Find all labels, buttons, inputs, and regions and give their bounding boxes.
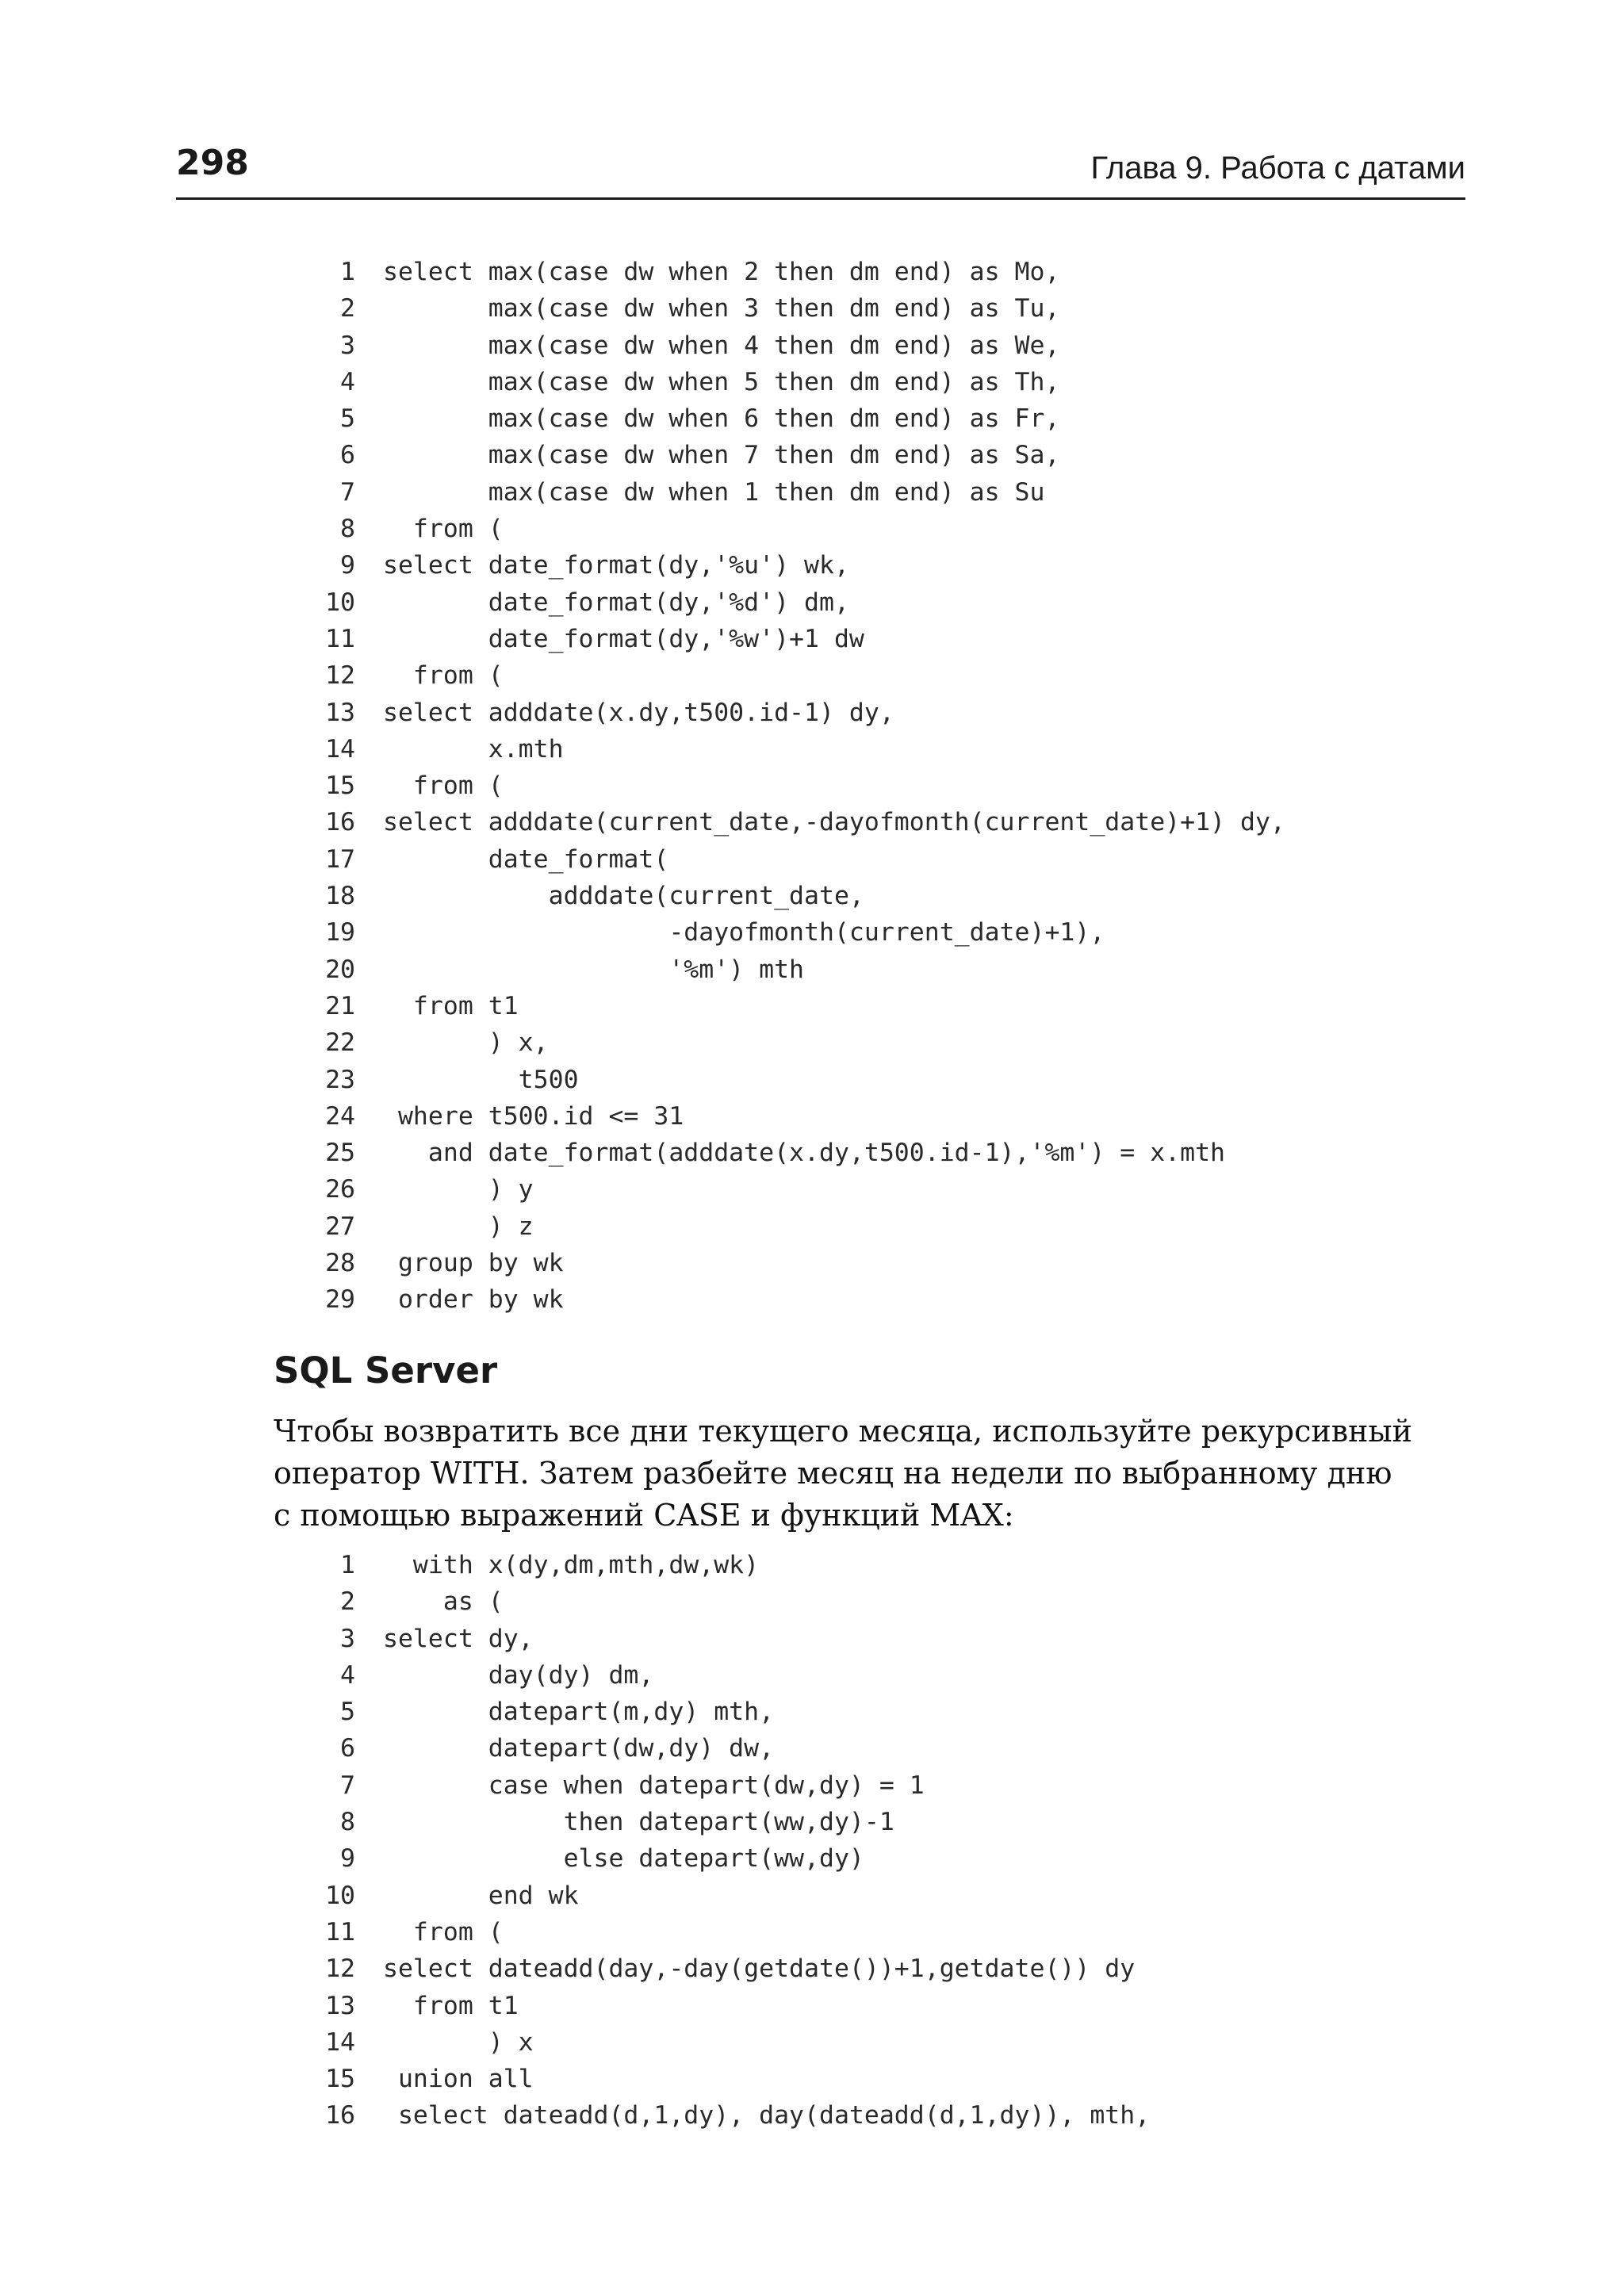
code-text: order by wk bbox=[383, 1285, 564, 1315]
code-line bbox=[301, 1024, 1491, 1061]
code-line bbox=[301, 2024, 1491, 2061]
line-number: 13 bbox=[325, 1991, 355, 2020]
line-number: 26 bbox=[325, 1175, 355, 1204]
line-number: 12 bbox=[325, 1954, 355, 1984]
code-line bbox=[301, 1767, 1491, 1804]
code-line bbox=[301, 731, 1491, 768]
code-text: and date_format(adddate(x.dy,t500.id-1),'%m') = x.mth bbox=[383, 1139, 1226, 1168]
code-text: ) x bbox=[383, 2027, 534, 2057]
line-number: 18 bbox=[325, 882, 355, 911]
line-number: 4 bbox=[340, 1660, 355, 1690]
code-line bbox=[301, 1098, 1491, 1135]
line-number: 28 bbox=[325, 1249, 355, 1278]
code-text: max(case dw when 7 then dm end) as Sa, bbox=[383, 441, 1060, 470]
line-number: 1 bbox=[340, 258, 355, 286]
line-number: 6 bbox=[340, 441, 355, 470]
line-number: 12 bbox=[325, 661, 355, 691]
code-text: select dy, bbox=[383, 1624, 534, 1653]
code-line bbox=[301, 1950, 1491, 1987]
code-text: ) y bbox=[383, 1175, 534, 1204]
code-line bbox=[301, 657, 1491, 694]
line-number: 20 bbox=[325, 955, 355, 984]
line-number: 11 bbox=[325, 624, 355, 653]
code-line bbox=[301, 1583, 1491, 1620]
code-text: date_format( bbox=[383, 844, 669, 874]
code-line bbox=[301, 621, 1491, 657]
code-text: from ( bbox=[383, 1917, 504, 1947]
paragraph-line: Чтобы возвратить все дни текущего месяца, используйте рекурсивный bbox=[274, 1414, 1413, 1449]
code-line bbox=[301, 878, 1491, 914]
line-number: 3 bbox=[340, 1624, 355, 1653]
code-line bbox=[301, 290, 1491, 327]
line-number: 3 bbox=[340, 331, 355, 360]
line-number: 10 bbox=[325, 1881, 355, 1910]
code-line bbox=[301, 1281, 1491, 1318]
page-number: 298 bbox=[176, 143, 249, 183]
code-text: datepart(m,dy) mth, bbox=[383, 1698, 775, 1727]
line-number: 11 bbox=[325, 1917, 355, 1947]
line-number: 14 bbox=[325, 2027, 355, 2057]
code-line bbox=[301, 1730, 1491, 1767]
code-text: x.mth bbox=[383, 734, 564, 764]
code-text: select dateadd(day,-day(getdate())+1,getdate()) dy bbox=[383, 1954, 1136, 1984]
code-line bbox=[301, 1135, 1491, 1171]
code-listing-sql-server bbox=[301, 1547, 1491, 2134]
code-line bbox=[301, 1171, 1491, 1208]
code-text: select adddate(current_date,-dayofmonth(current_date)+1) dy, bbox=[383, 808, 1285, 837]
code-line bbox=[301, 988, 1491, 1024]
code-text: from ( bbox=[383, 515, 504, 544]
code-text: select max(case dw when 2 then dm end) as Mo, bbox=[383, 258, 1060, 286]
header-rule bbox=[176, 197, 1465, 200]
line-number: 9 bbox=[340, 1844, 355, 1874]
code-text: group by wk bbox=[383, 1249, 564, 1278]
code-line bbox=[301, 1208, 1491, 1245]
line-number: 29 bbox=[325, 1285, 355, 1315]
code-text: max(case dw when 3 then dm end) as Tu, bbox=[383, 294, 1060, 323]
line-number: 22 bbox=[325, 1028, 355, 1058]
code-line bbox=[301, 254, 1491, 290]
code-text: ) z bbox=[383, 1212, 534, 1241]
code-line bbox=[301, 1245, 1491, 1281]
code-text: '%m') mth bbox=[383, 955, 805, 984]
code-line bbox=[301, 804, 1491, 840]
code-line bbox=[301, 511, 1491, 547]
code-line bbox=[301, 768, 1491, 804]
code-text: then datepart(ww,dy)-1 bbox=[383, 1808, 894, 1837]
code-text: where t500.id <= 31 bbox=[383, 1101, 684, 1131]
code-text: select adddate(x.dy,t500.id-1) dy, bbox=[383, 698, 894, 727]
line-number: 1 bbox=[340, 1551, 355, 1579]
code-line bbox=[301, 1547, 1491, 1583]
code-text: end wk bbox=[383, 1881, 579, 1910]
line-number: 27 bbox=[325, 1212, 355, 1241]
code-text: ) x, bbox=[383, 1028, 549, 1058]
line-number: 16 bbox=[325, 808, 355, 837]
code-line bbox=[301, 1914, 1491, 1950]
line-number: 17 bbox=[325, 844, 355, 874]
code-text: date_format(dy,'%d') dm, bbox=[383, 588, 849, 617]
line-number: 4 bbox=[340, 367, 355, 396]
line-number: 9 bbox=[340, 551, 355, 580]
code-text: date_format(dy,'%w')+1 dw bbox=[383, 624, 864, 653]
line-number: 15 bbox=[325, 2065, 355, 2094]
code-text: datepart(dw,dy) dw, bbox=[383, 1734, 775, 1763]
running-title: Глава 9. Работа с датами bbox=[1090, 151, 1465, 186]
code-text: max(case dw when 5 then dm end) as Th, bbox=[383, 367, 1060, 396]
paragraph-line: оператор WITH. Затем разбейте месяц на недели по выбранному дню bbox=[274, 1456, 1392, 1491]
code-line bbox=[301, 400, 1491, 437]
code-listing-mysql bbox=[301, 254, 1491, 1319]
line-number: 15 bbox=[325, 771, 355, 801]
line-number: 7 bbox=[340, 477, 355, 507]
code-text: -dayofmonth(current_date)+1), bbox=[383, 918, 1105, 947]
code-text: from ( bbox=[383, 771, 504, 801]
code-line bbox=[301, 914, 1491, 951]
code-line bbox=[301, 474, 1491, 511]
line-number: 7 bbox=[340, 1770, 355, 1800]
line-number: 16 bbox=[325, 2101, 355, 2130]
code-line bbox=[301, 1657, 1491, 1694]
code-line bbox=[301, 437, 1491, 473]
line-number: 6 bbox=[340, 1734, 355, 1763]
code-text: with x(dy,dm,mth,dw,wk) bbox=[383, 1551, 760, 1579]
code-text: from t1 bbox=[383, 1991, 519, 2020]
code-line bbox=[301, 841, 1491, 878]
code-line bbox=[301, 951, 1491, 988]
line-number: 5 bbox=[340, 404, 355, 434]
code-line bbox=[301, 695, 1491, 731]
code-line bbox=[301, 547, 1491, 584]
line-number: 24 bbox=[325, 1101, 355, 1131]
code-line bbox=[301, 1988, 1491, 2024]
line-number: 8 bbox=[340, 515, 355, 544]
line-number: 25 bbox=[325, 1139, 355, 1168]
code-line bbox=[301, 1062, 1491, 1098]
code-text: max(case dw when 4 then dm end) as We, bbox=[383, 331, 1060, 360]
line-number: 14 bbox=[325, 734, 355, 764]
line-number: 5 bbox=[340, 1698, 355, 1727]
code-text: case when datepart(dw,dy) = 1 bbox=[383, 1770, 925, 1800]
code-line bbox=[301, 1840, 1491, 1877]
line-number: 8 bbox=[340, 1808, 355, 1837]
code-text: max(case dw when 6 then dm end) as Fr, bbox=[383, 404, 1060, 434]
line-number: 21 bbox=[325, 991, 355, 1020]
section-heading: SQL Server bbox=[274, 1349, 498, 1391]
code-text: adddate(current_date, bbox=[383, 882, 864, 911]
line-number: 23 bbox=[325, 1065, 355, 1094]
line-number: 10 bbox=[325, 588, 355, 617]
line-number: 13 bbox=[325, 698, 355, 727]
line-number: 2 bbox=[340, 1587, 355, 1617]
code-text: from t1 bbox=[383, 991, 519, 1020]
code-text: union all bbox=[383, 2065, 534, 2094]
paragraph-line: с помощью выражений CASE и функций MAX: bbox=[274, 1498, 1014, 1533]
paragraph bbox=[274, 1411, 1463, 1537]
code-line bbox=[301, 1694, 1491, 1730]
code-line bbox=[301, 1804, 1491, 1840]
code-line bbox=[301, 327, 1491, 364]
code-line bbox=[301, 364, 1491, 400]
code-text: else datepart(ww,dy) bbox=[383, 1844, 864, 1874]
code-text: t500 bbox=[383, 1065, 579, 1094]
code-line bbox=[301, 1878, 1491, 1914]
code-line bbox=[301, 2097, 1491, 2134]
code-text: as ( bbox=[383, 1587, 504, 1617]
code-text: select date_format(dy,'%u') wk, bbox=[383, 551, 849, 580]
code-text: from ( bbox=[383, 661, 504, 691]
code-text: select dateadd(d,1,dy), day(dateadd(d,1,dy)), mth, bbox=[383, 2101, 1151, 2130]
line-number: 19 bbox=[325, 918, 355, 947]
code-line bbox=[301, 584, 1491, 621]
code-line bbox=[301, 1621, 1491, 1657]
code-line bbox=[301, 2061, 1491, 2097]
line-number: 2 bbox=[340, 294, 355, 323]
code-text: day(dy) dm, bbox=[383, 1660, 654, 1690]
code-text: max(case dw when 1 then dm end) as Su bbox=[383, 477, 1045, 507]
